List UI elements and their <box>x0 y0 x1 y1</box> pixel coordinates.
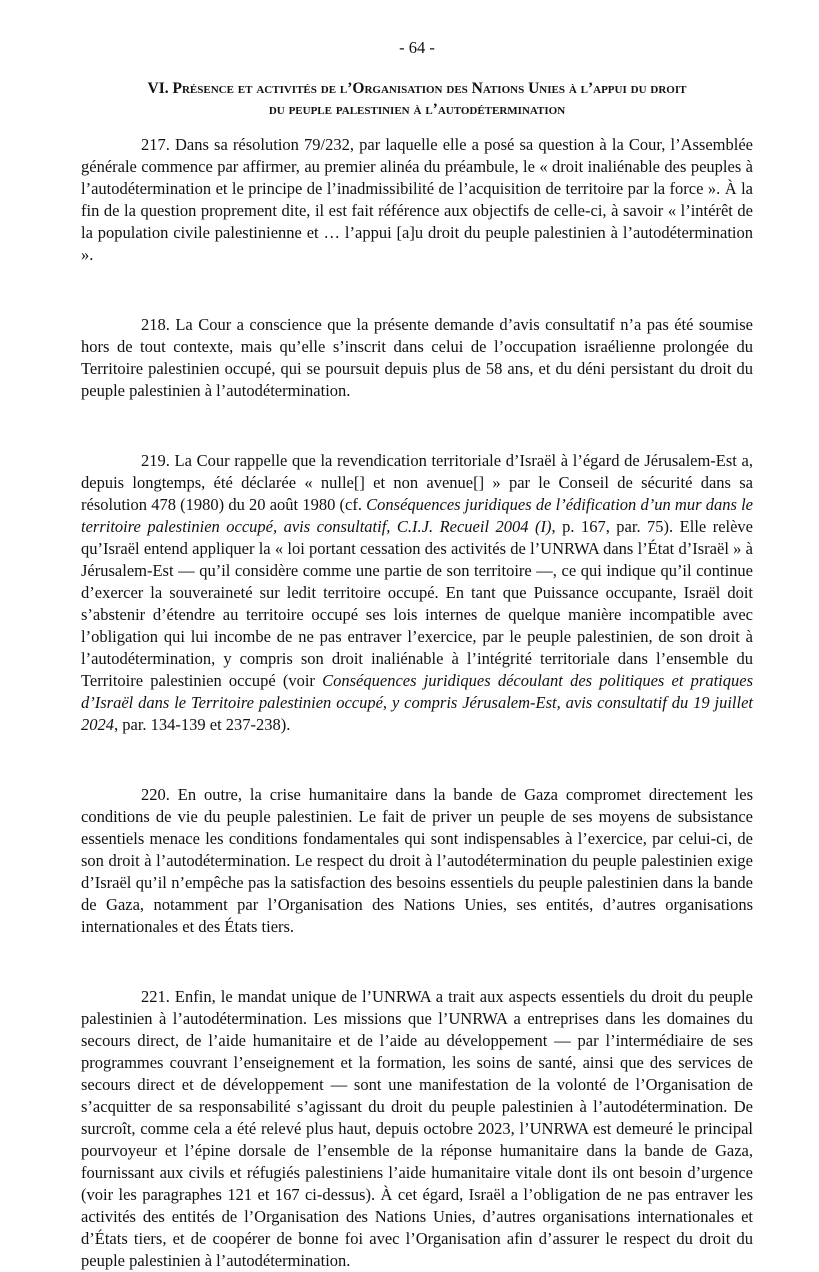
paragraph-218 <box>81 314 753 402</box>
paragraph-219 <box>81 450 753 736</box>
paragraph-number: 221. <box>141 987 170 1006</box>
paragraph-body: En outre, la crise humanitaire dans la bande de Gaza compromet directement les conditions de vie du peuple palestinien. Le fait de priver un peuple de ses moyens de subsistance essentiels menace les conditions fondamentales qui sont indispensables à l’exercice, par celui-ci, de son droit à l’autodétermination. Le respect du droit à l’autodétermination du peuple palestinien exige d’Israël qu’il n’empêche pas la satisfaction des besoins essentiels du peuple palestinien dans la bande de Gaza, notamment par l’Organisation des Nations Unies, ses entités, d’autres organisations internationales et des États tiers. <box>81 785 753 936</box>
paragraph-body: Enfin, le mandat unique de l’UNRWA a trait aux aspects essentiels du droit du peuple palestinien à l’autodétermination. Les missions que l’UNRWA a entreprises dans les domaines du secours direct, de l’aide humanitaire et de l’aide au développement — par l’intermédiaire de ses programmes couvrant l’enseignement et la formation, les soins de santé, ainsi que des services de secours direct et de développement — sont une manifestation de la volonté de l’Organisation de s’acquitter de sa responsabilité s’agissant du droit du peuple palestinien à l’autodétermination. De surcroît, comme cela a été relevé plus haut, depuis octobre 2023, l’UNRWA est demeuré le principal pourvoyeur et l’épine dorsale de l’ensemble de la réponse humanitaire dans la bande de Gaza, fournissant aux civils et réfugiés palestiniens l’aide humanitaire vitale dont ils ont besoin d’urgence (voir les paragraphes 121 et 167 ci-dessus). À cet égard, Israël a l’obligation de ne pas entraver les activités des entités de l’Organisation des Nations Unies, d’autres organisations internationales et d’États tiers, et de coopérer de bonne foi avec l’Organisation afin d’assurer le respect du droit du peuple palestinien à l’autodétermination. <box>81 987 753 1270</box>
paragraph-number: 218. <box>141 315 170 334</box>
citation-advisory-opinion-2004: Conséquences juridiques de l’édification d’un mur dans le territoire palestinien occupé, avis consultatif, C.I.J. Recueil 2004 (I) <box>81 495 753 536</box>
paragraph-body: La Cour a conscience que la présente demande d’avis consultatif n’a pas été soumise hors de tout contexte, mais qu’elle s’inscrit dans celui de l’occupation israélienne prolongée du Territoire palestinien occupé, qui se poursuit depuis plus de 58 ans, et du déni persistant du droit du peuple palestinien à l’autodétermination. <box>81 315 753 400</box>
paragraph-body-part-1: La Cour rappelle que la revendication territoriale d’Israël à l’égard de Jérusalem-Est a, depuis longtemps, été déclarée « nulle[] et non avenue[] » par le Conseil de sécurité dans sa résolution 478 (1980) du 20 août 1980 (cf. <box>81 451 753 514</box>
section-heading-line-1: VI. Présence et activités de l’Organisation des Nations Unies à l’appui du droit <box>147 80 687 97</box>
section-heading-line-2: du peuple palestinien à l’autodétermination <box>268 101 566 118</box>
section-heading <box>81 78 753 120</box>
paragraph-220 <box>81 784 753 938</box>
paragraph-body-part-3: , par. 134-139 et 237-238). <box>114 715 291 734</box>
paragraph-221 <box>81 986 753 1272</box>
paragraph-number: 220. <box>141 785 170 804</box>
paragraph-body-part-2: , p. 167, par. 75). Elle relève qu’Israël entend appliquer la « loi portant cessation des activités de l’UNRWA dans l’État d’Israël » à Jérusalem-Est — qu’il considère comme une partie de son territoire —, ce qui indique qu’il continue d’exercer la souveraineté sur ledit territoire occupé. En tant que Puissance occupante, Israël doit s’abstenir d’étendre au territoire occupé ses lois internes de quelque manière incompatible avec l’obligation qui lui incombe de ne pas entraver l’exercice, par le peuple palestinien, de son droit à l’autodétermination, y compris son droit inaliénable à l’intégrité territoriale dans l’ensemble du Territoire palestinien occupé (voir <box>81 517 753 690</box>
paragraph-217 <box>81 134 753 266</box>
citation-advisory-opinion-2024: Conséquences juridiques découlant des politiques et pratiques d’Israël dans le Territoire palestinien occupé, y compris Jérusalem-Est, avis consultatif du 19 juillet 2024 <box>81 671 753 734</box>
paragraph-number: 217. <box>141 135 170 154</box>
paragraph-body: Dans sa résolution 79/232, par laquelle elle a posé sa question à la Cour, l’Assemblée générale commence par affirmer, au premier alinéa du préambule, le « droit inaliénable des peuples à l’autodétermination et le principe de l’inadmissibilité de l’acquisition de territoire par la force ». À la fin de la question proprement dite, il est fait référence aux objectifs de celle-ci, à savoir « l’intérêt de la population civile palestinienne et … l’appui [a]u droit du peuple palestinien à l’autodétermination ». <box>81 135 753 264</box>
paragraph-number: 219. <box>141 451 170 470</box>
page-number: - 64 - <box>399 38 435 57</box>
